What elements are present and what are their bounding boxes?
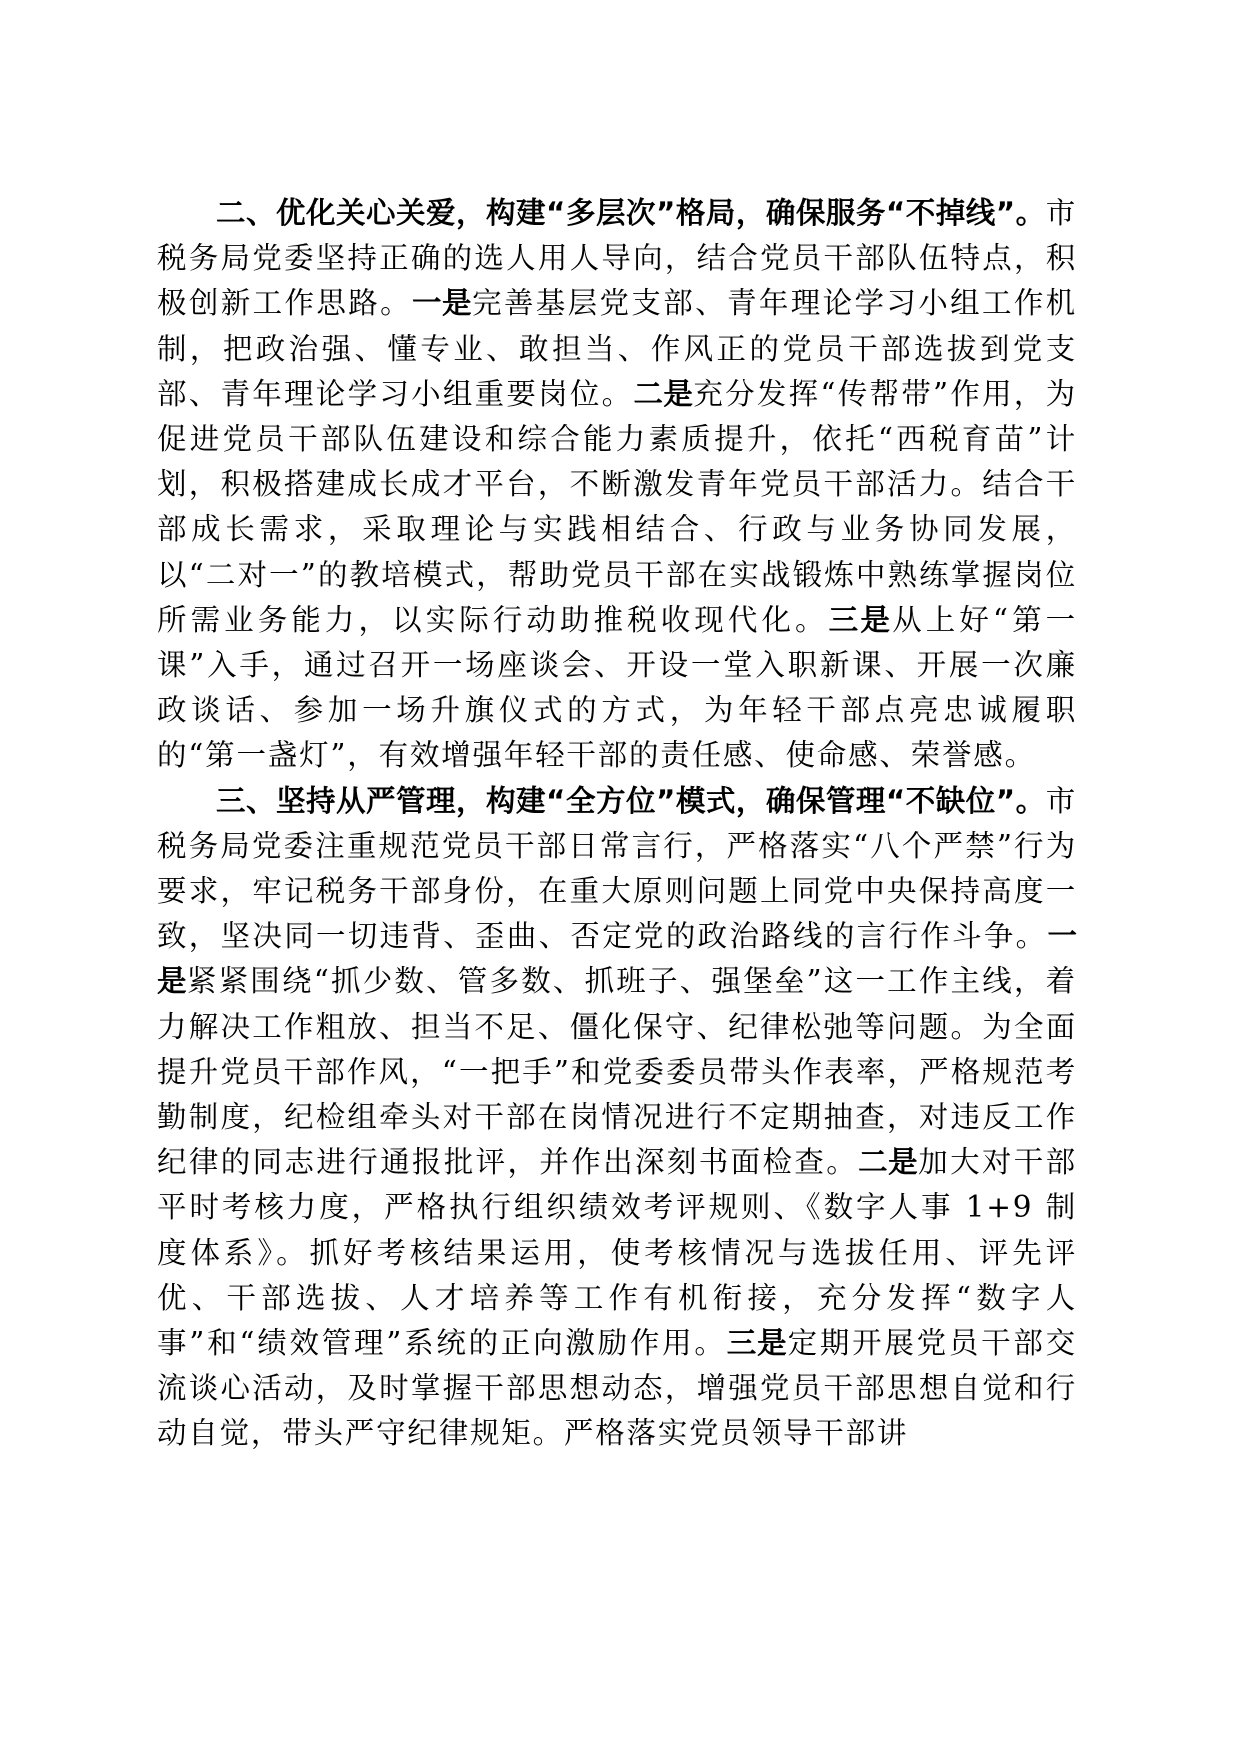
- keyword-second: 二是: [633, 376, 694, 411]
- paragraph-2: [157, 191, 1077, 779]
- body-text: 从上好“第一课”入手，通过召开一场座谈会、开设一堂入职新课、开展一次廉政谈话、参加一场升旗仪式的方式，为年轻干部点亮忠诚履职的“第一盏灯”，有效增强年轻干部的责任感、使命感、荣誉感。: [157, 602, 1077, 773]
- body-text: 加大对干部平时考核力度，严格执行组织绩效考评规则、《数字人事 1+9 制度体系》。抓好考核结果运用，使考核情况与选拔任用、评先评优、干部选拔、人才培养等工作有机衔接，充分发挥“数字人事”和“绩效管理”系统的正向激励作用。: [157, 1145, 1077, 1361]
- body-text: 完善基层党支部、青年理论学习小组工作机制，把政治强、懂专业、敢担当、作风正的党员干部选拔到党支部、青年理论学习小组重要岗位。: [157, 286, 1077, 411]
- body-text: 市税务局党委坚持正确的选人用人导向，结合党员干部队伍特点，积极创新工作思路。: [157, 196, 1077, 321]
- keyword-third: 三是: [726, 1326, 788, 1361]
- body-text: 充分发挥“传帮带”作用，为促进党员干部队伍建设和综合能力素质提升，依托“西税育苗”计划，积极搭建成长成才平台，不断激发青年党员干部活力。结合干部成长需求，采取理论与实践相结合、行政与业务协同发展，以“二对一”的教培模式，帮助党员干部在实战锻炼中熟练掌握岗位所需业务能力，以实际行动助推税收现代化。: [157, 376, 1077, 637]
- keyword-third: 三是: [828, 602, 893, 637]
- document-page: [157, 191, 1077, 1457]
- keyword-first: 一是: [411, 286, 473, 321]
- body-text: 定期开展党员干部交流谈心活动，及时掌握干部思想动态，增强党员干部思想自觉和行动自觉，带头严守纪律规矩。严格落实党员领导干部讲: [157, 1326, 1077, 1451]
- keyword-second: 二是: [858, 1145, 919, 1180]
- body-text: 市税务局党委注重规范党员干部日常言行，严格落实“八个严禁”行为要求，牢记税务干部身份，在重大原则问题上同党中央保持高度一致，坚决同一切违背、歪曲、否定党的政治路线的言行作斗争。: [157, 783, 1077, 954]
- section-heading: 二、优化关心关爱，构建“多层次”格局，确保服务“不掉线”。: [216, 196, 1046, 230]
- section-heading: 三、坚持从严管理，构建“全方位”模式，确保管理“不缺位”。: [216, 783, 1046, 818]
- body-text: 紧紧围绕“抓少数、管多数、抓班子、强堡垒”这一工作主线，着力解决工作粗放、担当不足、僵化保守、纪律松弛等问题。为全面提升党员干部作风，“一把手”和党委委员带头作表率，严格规范考勤制度，纪检组牵头对干部在岗情况进行不定期抽查，对违反工作纪律的同志进行通报批评，并作出深刻书面检查。: [157, 964, 1077, 1180]
- paragraph-3: [157, 779, 1077, 1457]
- keyword-first: 一是: [157, 919, 1077, 999]
